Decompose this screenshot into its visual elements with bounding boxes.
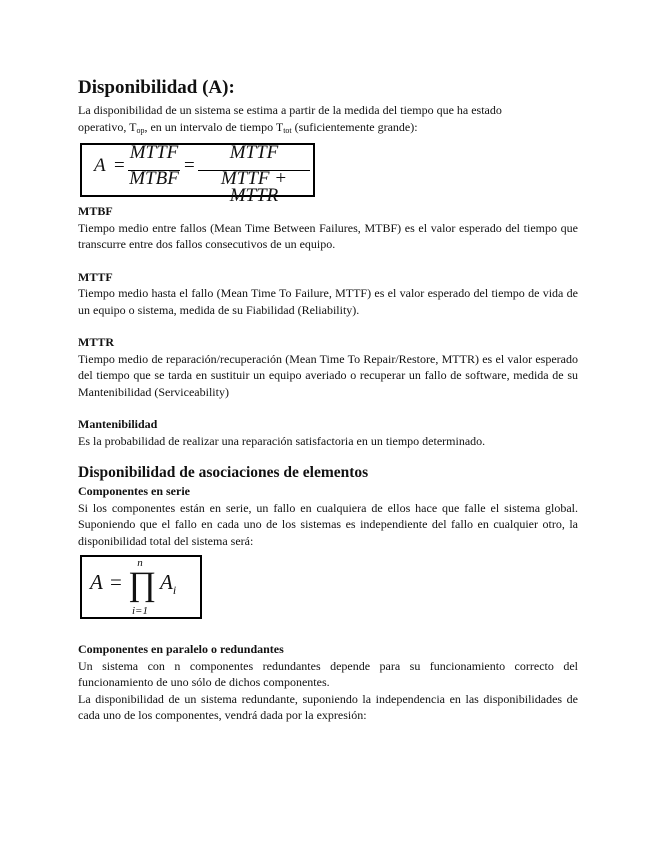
mttr-heading: MTTR (78, 335, 114, 349)
intro-text-b: , en un intervalo de tiempo T (144, 119, 284, 134)
intro-text-c: (suficientemente grande): (291, 119, 418, 134)
formula-denominator-2: MTTF + MTTR (220, 168, 288, 206)
intro-line-1: La disponibilidad de un sistema se estima a partir de la medida del tiempo que ha estado (78, 103, 502, 117)
product-upper-limit: n (137, 557, 143, 569)
mantenibilidad-heading: Mantenibilidad (78, 417, 158, 431)
product-term (160, 570, 177, 599)
mttr-text: Tiempo medio de reparación/recuperación (Mean Time To Repair/Restore, MTTR) es el valor esperado del tiempo que se tarda en sustituir un equipo averiado o recuperar un fallo de software, medida de su Mantenibilidad (Serviceability) (78, 351, 578, 399)
mttf-heading: MTTF (78, 269, 113, 284)
formula-numerator-2: MTTF (229, 142, 279, 163)
intro-line-2 (78, 119, 578, 140)
serie-heading: Componentes en serie (78, 484, 190, 498)
mantenibilidad-text: Es la probabilidad de realizar una reparación satisfactoria en un tiempo determinado. (78, 433, 486, 448)
mtbf-text: Tiempo medio entre fallos (Mean Time Between Failures, MTBF) es el valor esperado del tiempo que transcurre entre dos fallos consecutivos de un equipo. (78, 220, 578, 251)
subscript-tot: tot (283, 125, 292, 135)
availability-formula (80, 142, 315, 206)
product-symbol: ∏ (128, 566, 156, 603)
product-lhs: A (90, 570, 103, 594)
serie-text: Si los componentes están en serie, un fallo en cualquiera de ellos hace que falle el sistema global. Suponiendo que el fallo en cada uno de los sistemas es independiente del fallo en cualquier otro, la disponibilidad total del sistema será: (78, 500, 578, 548)
paralelo-heading: Componentes en paralelo o redundantes (78, 642, 284, 656)
intro-text-a: operativo, T (78, 119, 137, 134)
series-product-formula (80, 555, 202, 619)
paralelo-text-1: Un sistema con n componentes redundantes depende para su funcionamiento correcto del funcionamiento de uno sólo de dichos componentes. (78, 658, 578, 689)
formula-equals-1: = (114, 155, 125, 176)
formula-equals-2: = (184, 155, 195, 176)
product-lower-limit: i=1 (132, 605, 148, 617)
document-page (78, 76, 578, 724)
section-title: Disponibilidad de asociaciones de elementos (78, 464, 369, 481)
mtbf-heading: MTBF (78, 204, 113, 218)
product-term-a: A (160, 570, 173, 594)
product-term-sub: i (172, 583, 177, 597)
paralelo-text-2: La disponibilidad de un sistema redundante, suponiendo la independencia en las disponibilidades de cada uno de los componentes, vendrá dada por la expresión: (78, 691, 578, 722)
formula-denominator-1: MTBF (129, 168, 179, 189)
subscript-op: op (136, 125, 145, 135)
formula-lhs: A (94, 155, 106, 176)
page-title: Disponibilidad (A): (78, 77, 235, 98)
product-equals: = (110, 570, 122, 594)
formula-numerator-1: MTTF (129, 142, 179, 163)
mttf-text: Tiempo medio hasta el fallo (Mean Time To Failure, MTTF) es el valor esperado del tiempo de vida de un equipo o sistema, medida de su Fiabilidad (Reliability). (78, 286, 578, 317)
